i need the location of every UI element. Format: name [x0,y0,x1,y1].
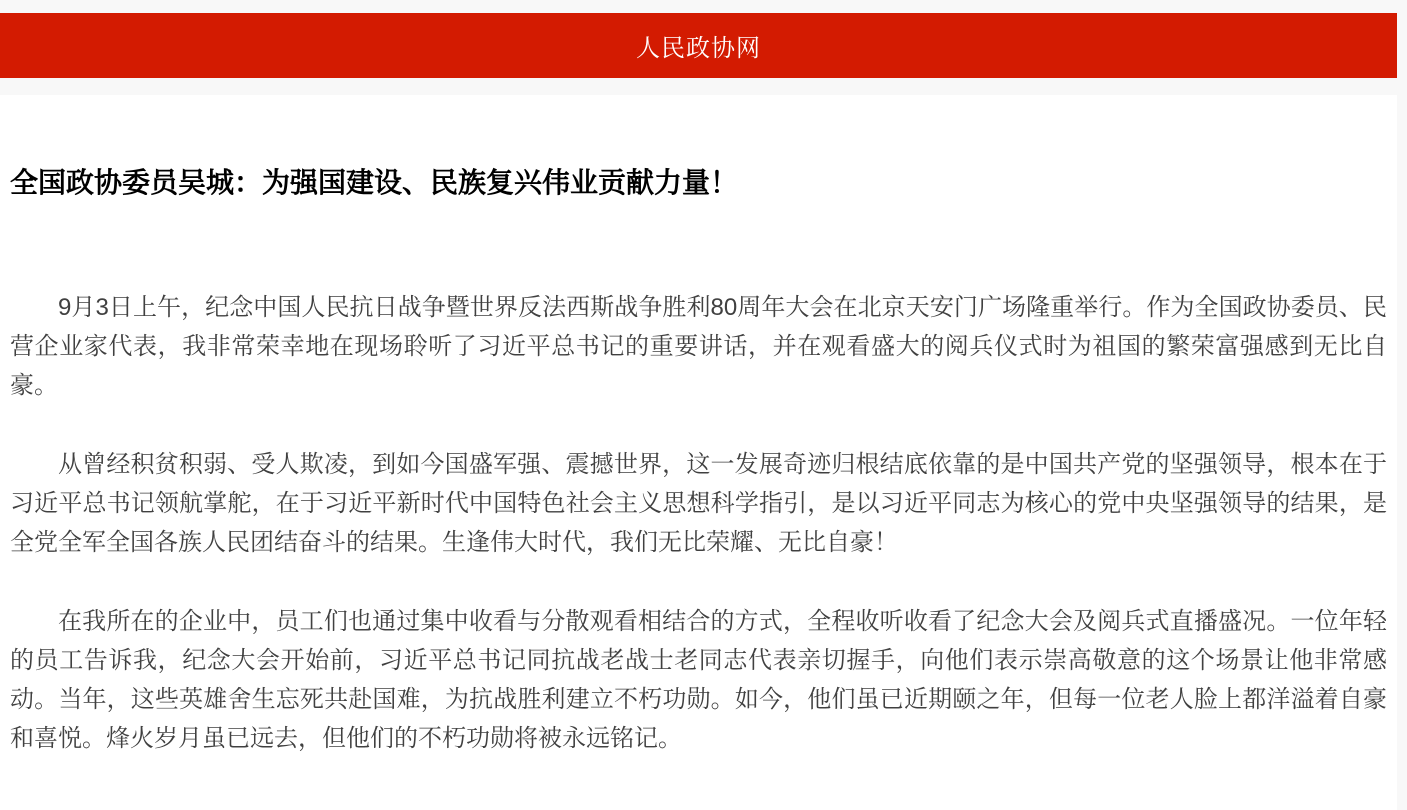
article-body [10,288,1387,758]
article-container [0,95,1397,810]
article-paragraph: 9月3日上午，纪念中国人民抗日战争暨世界反法西斯战争胜利80周年大会在北京天安门广场隆重举行。作为全国政协委员、民营企业家代表，我非常荣幸地在现场聆听了习近平总书记的重要讲话，并在观看盛大的阅兵仪式时为祖国的繁荣富强感到无比自豪。 [10,294,1387,399]
site-name-link[interactable]: 人民政协网 [636,35,761,62]
site-header-banner [0,13,1397,78]
article-paragraph: 从曾经积贫积弱、受人欺凌，到如今国盛军强、震撼世界，这一发展奇迹归根结底依靠的是中国共产党的坚强领导，根本在于习近平总书记领航掌舵，在于习近平新时代中国特色社会主义思想科学指引，是以习近平同志为核心的党中央坚强领导的结果，是全党全军全国各族人民团结奋斗的结果。生逢伟大时代，我们无比荣耀、无比自豪！ [10,451,1387,556]
article-paragraph: 在我所在的企业中，员工们也通过集中收看与分散观看相结合的方式，全程收听收看了纪念大会及阅兵式直播盛况。一位年轻的员工告诉我，纪念大会开始前，习近平总书记同抗战老战士老同志代表亲切握手，向他们表示崇高敬意的这个场景让他非常感动。当年，这些英雄舍生忘死共赴国难，为抗战胜利建立不朽功勋。如今，他们虽已近期颐之年，但每一位老人脸上都洋溢着自豪和喜悦。烽火岁月虽已远去，但他们的不朽功勋将被永远铭记。 [10,608,1387,752]
article-title: 全国政协委员吴城：为强国建设、民族复兴伟业贡献力量！ [10,167,739,198]
